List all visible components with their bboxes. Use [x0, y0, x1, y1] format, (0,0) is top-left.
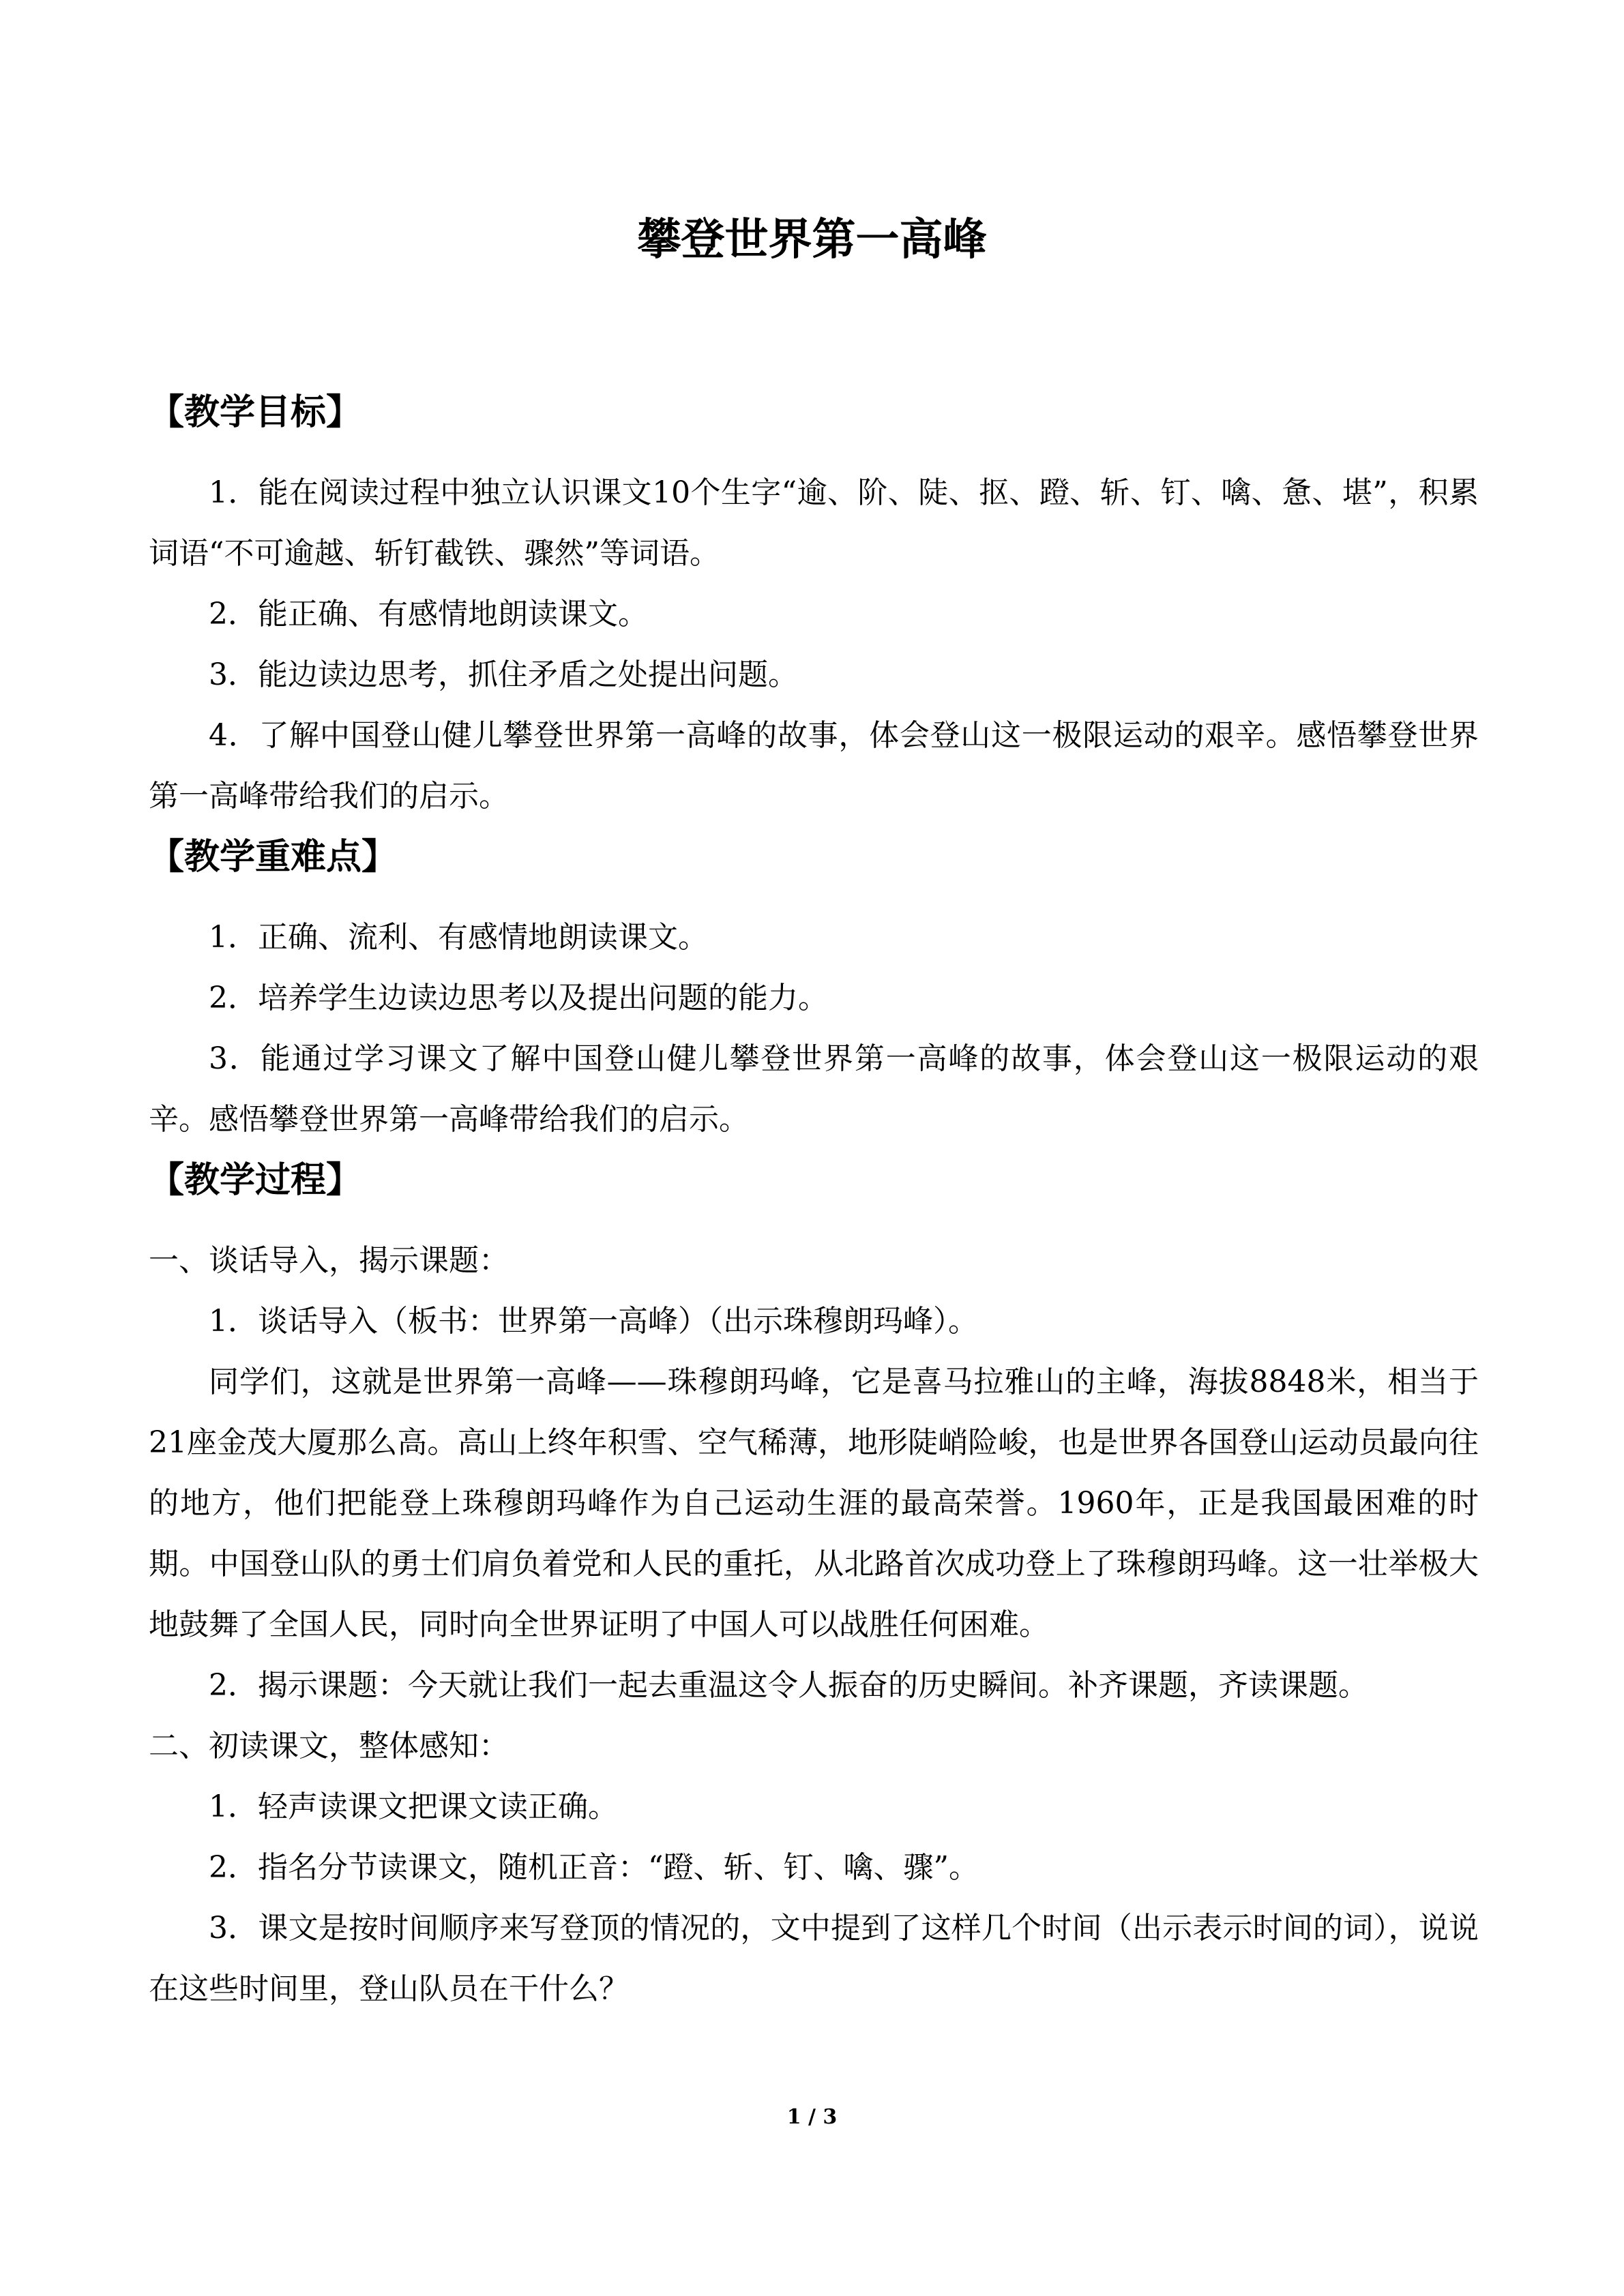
objective-item-3: 3．能边读边思考，抓住矛盾之处提出问题。 [209, 657, 798, 692]
objective-item-4: 4．了解中国登山健儿攀登世界第一高峰的故事，体会登山这一极限运动的艰辛。感悟攀登世界第一高峰带给我们的启示。 [149, 718, 1479, 814]
objective-item-2: 2．能正确、有感情地朗读课文。 [209, 597, 648, 631]
process-part2-item-1: 1．轻声读课文把课文读正确。 [209, 1789, 618, 1824]
process-part1-item-1: 1．谈话导入（板书：世界第一高峰）（出示珠穆朗玛峰）。 [209, 1304, 978, 1339]
document-body [149, 382, 1479, 2019]
process-part2-heading: 二、初读课文，整体感知： [149, 1729, 509, 1763]
process-part2-item-3: 3．课文是按时间顺序来写登顶的情况的，文中提到了这样几个时间（出示表示时间的词），说说在这些时间里，登山队员在干什么？ [149, 1911, 1479, 2006]
section-heading-process: 【教学过程】 [149, 1160, 362, 1201]
process-part1-item-2: 2．揭示课题：今天就让我们一起去重温这令人振奋的历史瞬间。补齐课题，齐读课题。 [209, 1668, 1368, 1703]
key-point-item-3: 3．能通过学习课文了解中国登山健儿攀登世界第一高峰的故事，体会登山这一极限运动的艰辛。感悟攀登世界第一高峰带给我们的启示。 [149, 1041, 1479, 1137]
process-part1-heading: 一、谈话导入，揭示课题： [149, 1243, 509, 1278]
page-number: 1 / 3 [786, 2105, 838, 2129]
objective-item-1: 1．能在阅读过程中独立认识课文10个生字“逾、阶、陡、抠、蹬、斩、钉、噙、惫、堪”，积累词语“不可逾越、斩钉截铁、骤然”等词语。 [149, 475, 1479, 571]
document-title: 攀登世界第一高峰 [637, 215, 987, 265]
process-part1-intro-paragraph: 同学们，这就是世界第一高峰——珠穆朗玛峰，它是喜马拉雅山的主峰，海拔8848米，相当于21座金茂大厦那么高。高山上终年积雪、空气稀薄，地形陡峭险峻，也是世界各国登山运动员最向往的地方，他们把能登上珠穆朗玛峰作为自己运动生涯的最高荣誉。1960年，正是我国最困难的时期。中国登山队的勇士们肩负着党和人民的重托，从北路首次成功登上了珠穆朗玛峰。这一壮举极大地鼓舞了全国人民，同时向全世界证明了中国人可以战胜任何困难。 [149, 1365, 1479, 1642]
key-point-item-1: 1．正确、流利、有感情地朗读课文。 [209, 920, 708, 955]
key-point-item-2: 2．培养学生边读边思考以及提出问题的能力。 [209, 981, 828, 1015]
section-heading-key-points: 【教学重难点】 [149, 837, 398, 878]
process-part2-item-2: 2．指名分节读课文，随机正音：“蹬、斩、钉、噙、骤”。 [209, 1850, 979, 1885]
section-heading-objectives: 【教学目标】 [149, 392, 362, 433]
